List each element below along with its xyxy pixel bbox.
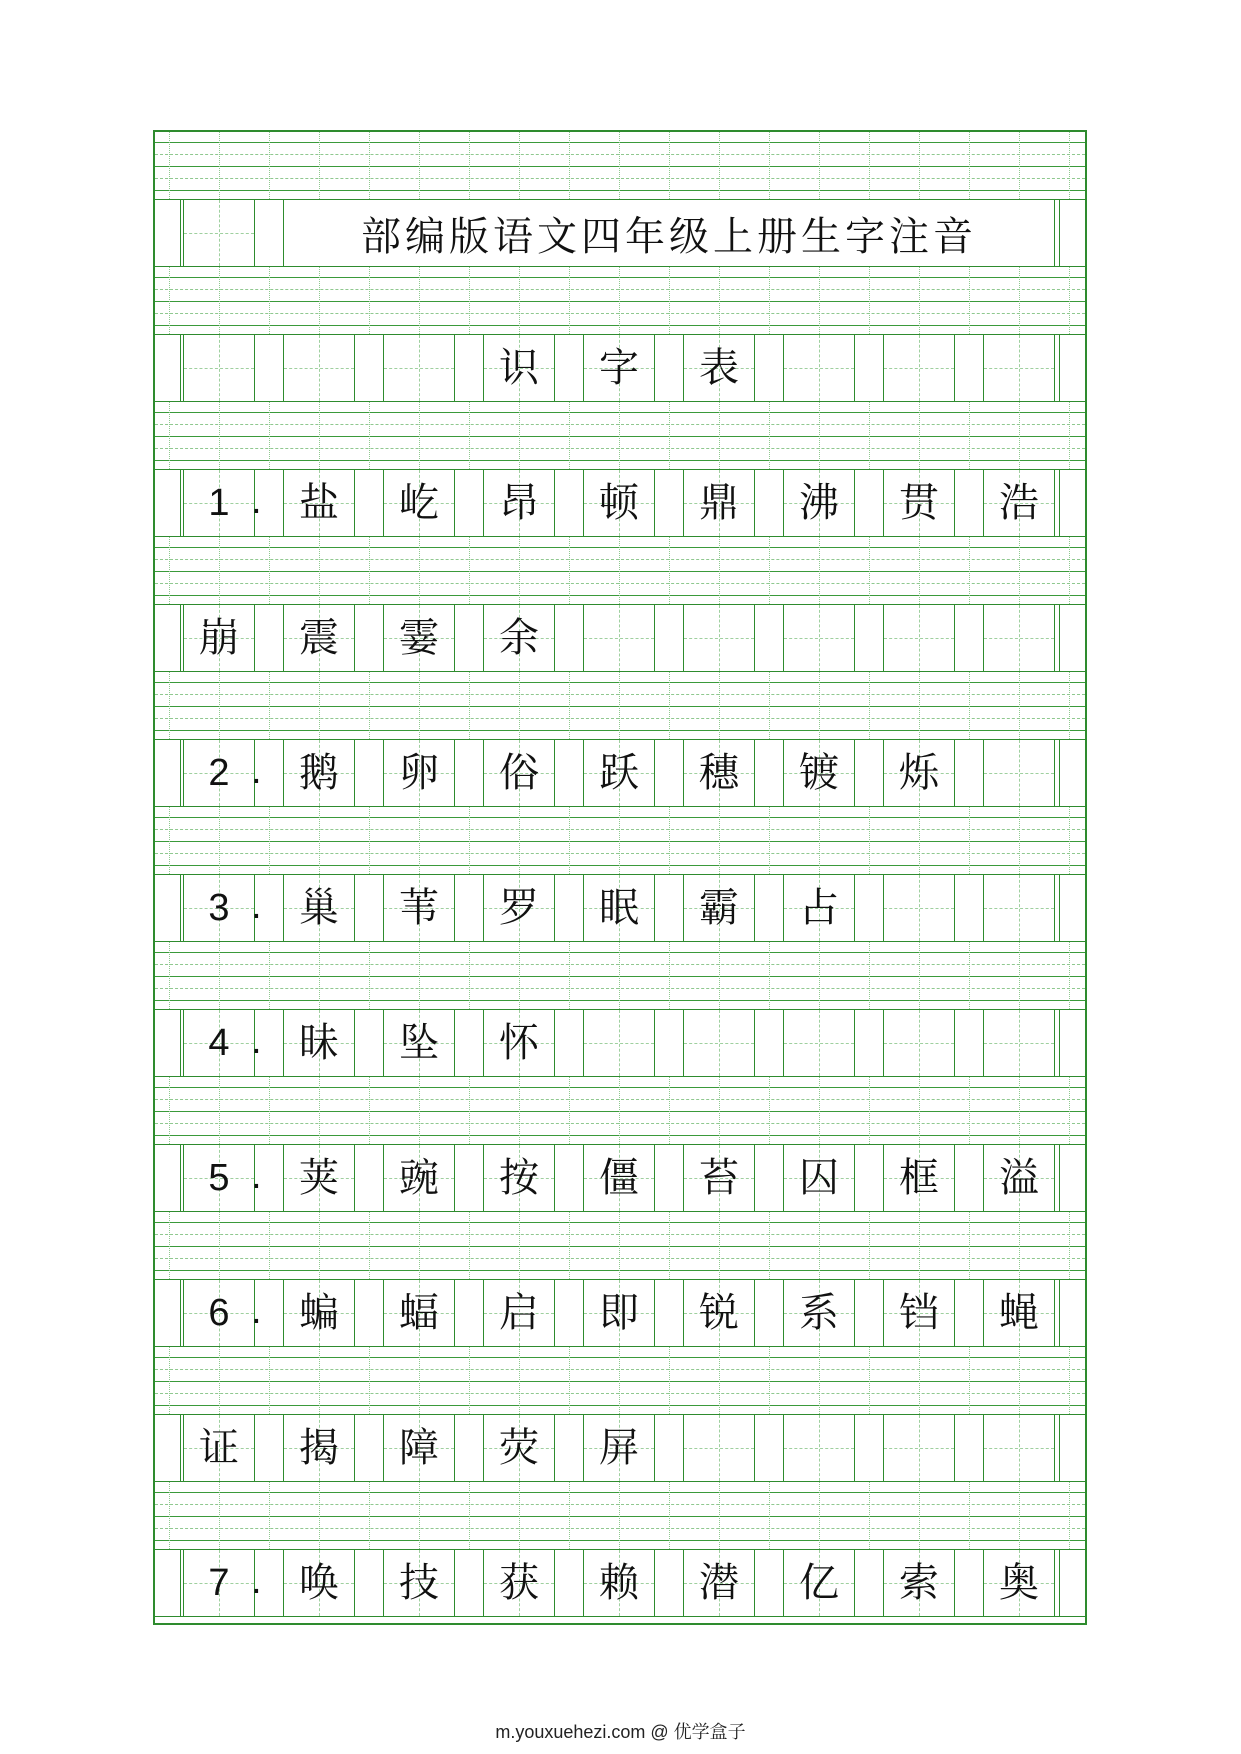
empty-grid-cell [883,1009,955,1077]
empty-grid-cell [583,604,655,672]
row-number-cell [183,1009,255,1077]
empty-grid-cell [983,604,1055,672]
hanzi-char: 震 [299,615,339,661]
empty-grid-cell [183,334,255,402]
character-cell [583,469,655,537]
hanzi-char: 浩 [999,480,1039,526]
empty-grid-cell [883,604,955,672]
character-cell [683,1279,755,1347]
row-number-cell [183,874,255,942]
empty-grid-cell [983,874,1055,942]
margin-edge [153,1144,181,1212]
empty-grid-cell [283,334,355,402]
hanzi-char: 框 [899,1155,939,1201]
row-number-period: . [251,1560,262,1602]
character-row [155,1144,1085,1212]
pinyin-guide-band [155,267,1085,334]
character-cell [383,1144,455,1212]
character-cell [583,1414,655,1482]
character-cell [783,1144,855,1212]
character-cell [583,874,655,942]
pinyin-guide-band [155,942,1085,1009]
row-number-cell [183,1279,255,1347]
hanzi-char: 苔 [699,1155,739,1201]
character-cell [583,739,655,807]
row-number: 5 [208,1156,230,1199]
hanzi-char: 占 [799,885,839,931]
hanzi-char: 锐 [699,1290,739,1336]
empty-grid-cell [183,199,255,267]
character-row [155,1009,1085,1077]
subtitle-char: 表 [699,345,739,391]
page-title-text: 部编版语文四年级上册生字注音 [361,213,977,260]
hanzi-char: 亿 [799,1560,839,1606]
hanzi-char: 即 [599,1290,639,1336]
hanzi-char: 荚 [299,1155,339,1201]
margin-edge [153,334,181,402]
character-cell [383,874,455,942]
empty-grid-cell [883,874,955,942]
character-cell [983,469,1055,537]
character-cell [983,1144,1055,1212]
hanzi-char: 罗 [499,885,539,931]
character-cell [583,1549,655,1617]
hanzi-char: 怀 [499,1020,539,1066]
row-number: 7 [208,1561,230,1604]
margin-edge [153,199,181,267]
character-row [155,739,1085,807]
margin-edge [1059,1144,1087,1212]
hanzi-char: 沸 [799,480,839,526]
character-cell [483,1279,555,1347]
row-number: 6 [208,1291,230,1334]
subtitle-char-cell [583,334,655,402]
row-number-period: . [251,750,262,792]
row-number-period: . [251,885,262,927]
character-cell [683,874,755,942]
hanzi-char: 盐 [299,480,339,526]
character-cell [783,469,855,537]
practice-sheet [153,130,1087,1625]
character-cell [283,469,355,537]
character-cell [283,604,355,672]
margin-edge [1059,1009,1087,1077]
hanzi-char: 昂 [499,480,539,526]
hanzi-char: 铛 [899,1290,939,1336]
character-cell [383,1549,455,1617]
hanzi-char: 眠 [599,885,639,931]
hanzi-char: 僵 [599,1155,639,1201]
character-cell [483,1549,555,1617]
hanzi-char: 赖 [599,1560,639,1606]
margin-edge [1059,199,1087,267]
character-cell [783,1549,855,1617]
pinyin-guide-band [155,537,1085,604]
row-number-period: . [251,1155,262,1197]
row-number-period: . [251,480,262,522]
margin-edge [1059,739,1087,807]
margin-edge [153,1549,181,1617]
row-number: 3 [208,886,230,929]
character-cell [683,1144,755,1212]
subtitle-char-cell [683,334,755,402]
row-number-period: . [251,1020,262,1062]
character-cell [283,1144,355,1212]
character-cell [383,739,455,807]
row-number: 1 [208,481,230,524]
empty-grid-cell [983,1009,1055,1077]
hanzi-char: 坠 [399,1020,439,1066]
row-number: 4 [208,1021,230,1064]
hanzi-char: 苇 [399,885,439,931]
character-cell [483,1009,555,1077]
character-cell [483,1144,555,1212]
character-row [155,1279,1085,1347]
character-cell [883,1144,955,1212]
empty-grid-cell [383,334,455,402]
hanzi-char: 蝇 [999,1290,1039,1336]
hanzi-char: 屏 [599,1425,639,1471]
subtitle-char-cell [483,334,555,402]
character-cell [483,469,555,537]
character-cell [783,739,855,807]
hanzi-char: 揭 [299,1425,339,1471]
hanzi-char: 穗 [699,750,739,796]
hanzi-char: 崩 [199,615,239,661]
hanzi-char: 烁 [899,750,939,796]
character-cell [283,1549,355,1617]
hanzi-char: 昧 [299,1020,339,1066]
hanzi-char: 溢 [999,1155,1039,1201]
empty-grid-cell [683,1009,755,1077]
pinyin-guide-band [155,1212,1085,1279]
empty-grid-cell [983,1414,1055,1482]
pinyin-guide-band [155,1482,1085,1549]
hanzi-char: 霎 [399,615,439,661]
hanzi-char: 荧 [499,1425,539,1471]
character-cell [583,1279,655,1347]
hanzi-char: 启 [499,1290,539,1336]
character-cell [883,739,955,807]
character-cell [683,469,755,537]
character-cell [383,1279,455,1347]
margin-edge [1059,874,1087,942]
character-row [155,1549,1085,1617]
hanzi-char: 巢 [299,885,339,931]
empty-grid-cell [983,334,1055,402]
hanzi-char: 俗 [499,750,539,796]
hanzi-char: 证 [199,1425,239,1471]
hanzi-char: 余 [499,615,539,661]
hanzi-char: 屹 [399,480,439,526]
margin-edge [1059,1279,1087,1347]
empty-grid-cell [783,604,855,672]
character-cell [483,739,555,807]
character-cell [783,1279,855,1347]
character-cell [883,1549,955,1617]
margin-edge [153,739,181,807]
row-number-cell [183,469,255,537]
hanzi-char: 技 [399,1560,439,1606]
margin-edge [153,1279,181,1347]
empty-grid-cell [783,334,855,402]
character-cell [383,1009,455,1077]
hanzi-char: 鹅 [299,750,339,796]
empty-grid-cell [583,1009,655,1077]
hanzi-char: 潜 [699,1560,739,1606]
hanzi-char: 镀 [799,750,839,796]
character-cell [283,739,355,807]
footer-watermark: m.youxuehezi.com @ 优学盒子 [495,1722,746,1742]
character-cell [283,1414,355,1482]
subtitle-char: 识 [499,345,539,391]
title-row [155,199,1085,267]
pinyin-guide-band [155,402,1085,469]
character-cell [683,1549,755,1617]
character-cell [383,469,455,537]
character-cell [783,874,855,942]
hanzi-char: 奥 [999,1560,1039,1606]
hanzi-char: 豌 [399,1155,439,1201]
empty-grid-cell [683,604,755,672]
character-cell [283,1009,355,1077]
row-number-cell [183,1144,255,1212]
character-row [155,469,1085,537]
hanzi-char: 按 [499,1155,539,1201]
character-cell [683,739,755,807]
subtitle-char: 字 [599,345,639,391]
empty-grid-cell [983,739,1055,807]
empty-grid-cell [783,1009,855,1077]
empty-grid-cell [683,1414,755,1482]
character-cell [883,469,955,537]
empty-grid-cell [783,1414,855,1482]
character-cell [383,1414,455,1482]
hanzi-char: 蝙 [299,1290,339,1336]
margin-edge [153,1414,181,1482]
margin-edge [1059,1549,1087,1617]
hanzi-char: 唤 [299,1560,339,1606]
hanzi-char: 跃 [599,750,639,796]
margin-edge [1059,604,1087,672]
margin-edge [153,469,181,537]
character-row [155,1414,1085,1482]
hanzi-char: 霸 [699,885,739,931]
row-number-cell [183,739,255,807]
empty-grid-cell [883,334,955,402]
hanzi-char: 蝠 [399,1290,439,1336]
character-cell [983,1549,1055,1617]
hanzi-char: 系 [799,1290,839,1336]
hanzi-char: 顿 [599,480,639,526]
empty-grid-cell [883,1414,955,1482]
page-title [283,199,1055,267]
pinyin-guide-band [155,1077,1085,1144]
pinyin-guide-band [155,1347,1085,1414]
hanzi-char: 索 [899,1560,939,1606]
margin-edge [153,604,181,672]
hanzi-char: 囚 [799,1155,839,1201]
character-cell [483,1414,555,1482]
character-cell [883,1279,955,1347]
margin-edge [1059,1414,1087,1482]
pinyin-guide-band [155,132,1085,199]
margin-edge [153,1009,181,1077]
pinyin-guide-band [155,807,1085,874]
hanzi-char: 获 [499,1560,539,1606]
character-cell [483,604,555,672]
row-number-cell [183,1549,255,1617]
margin-edge [1059,334,1087,402]
character-cell [283,1279,355,1347]
row-number: 2 [208,751,230,794]
character-cell [183,1414,255,1482]
character-row [155,604,1085,672]
hanzi-char: 障 [399,1425,439,1471]
hanzi-char: 鼎 [699,480,739,526]
margin-edge [1059,469,1087,537]
character-cell [183,604,255,672]
row-number-period: . [251,1290,262,1332]
character-row [155,874,1085,942]
character-cell [483,874,555,942]
subtitle-row [155,334,1085,402]
character-cell [983,1279,1055,1347]
margin-edge [153,874,181,942]
character-cell [383,604,455,672]
hanzi-char: 卵 [399,750,439,796]
pinyin-guide-band [155,672,1085,739]
character-cell [583,1144,655,1212]
hanzi-char: 贯 [899,480,939,526]
character-cell [283,874,355,942]
